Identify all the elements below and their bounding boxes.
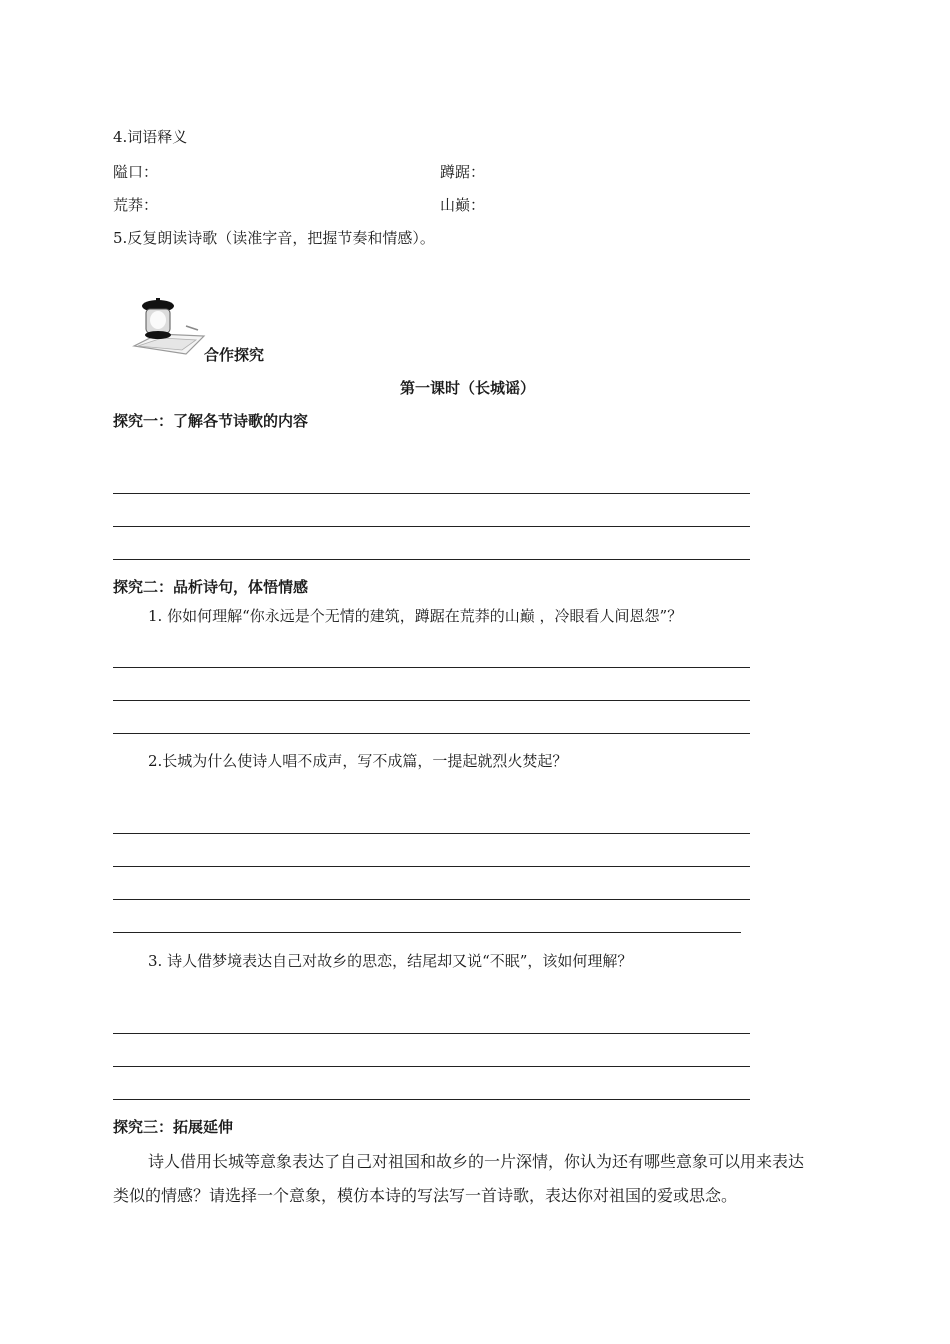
answer-line[interactable] [113,833,750,834]
lantern-icon [128,296,208,362]
answer-line[interactable] [113,667,750,668]
reading-task: 5.反复朗读诗歌（读准字音，把握节奏和情感）。 [113,229,435,247]
vocab-term-shandian: 山巅： [440,196,486,214]
inquiry2-question-1: 1. 你如何理解“你永远是个无情的建筑，蹲踞在荒莽的山巅 ，冷眼看人间恩怨”？ [148,607,683,625]
answer-line[interactable] [113,559,750,560]
answer-line[interactable] [113,733,750,734]
vocab-heading: 4.词语释义 [113,128,188,146]
section-title: 合作探究 [204,346,265,364]
inquiry3-title: 探究三：拓展延伸 [113,1118,234,1136]
answer-line[interactable] [113,1099,750,1100]
vocab-term-dunju: 蹲踞： [440,163,486,181]
inquiry3-paragraph-line2: 类似的情感？请选择一个意象，模仿本诗的写法写一首诗歌，表达你对祖国的爱或思念。 [113,1186,738,1205]
answer-line[interactable] [113,899,750,900]
lesson-title: 第一课时（长城谣） [400,379,536,397]
inquiry2-question-2: 2.长城为什么使诗人唱不成声，写不成篇，一提起就烈火焚起？ [148,752,568,770]
answer-line[interactable] [113,526,750,527]
inquiry2-title: 探究二：品析诗句，体悟情感 [113,578,309,596]
vocab-term-huangmang: 荒莽： [113,196,159,214]
vocab-term-aikou: 隘口： [113,163,159,181]
inquiry1-title: 探究一：了解各节诗歌的内容 [113,412,309,430]
answer-line[interactable] [113,1066,750,1067]
answer-line[interactable] [113,493,750,494]
answer-line[interactable] [113,866,750,867]
inquiry2-question-3: 3. 诗人借梦境表达自己对故乡的思恋，结尾却又说“不眠”，该如何理解？ [148,952,633,970]
answer-line[interactable] [113,700,750,701]
answer-line[interactable] [113,1033,750,1034]
answer-line[interactable] [113,932,741,933]
inquiry3-paragraph-line1: 诗人借用长城等意象表达了自己对祖国和故乡的一片深情，你认为还有哪些意象可以用来表达 [148,1152,805,1171]
